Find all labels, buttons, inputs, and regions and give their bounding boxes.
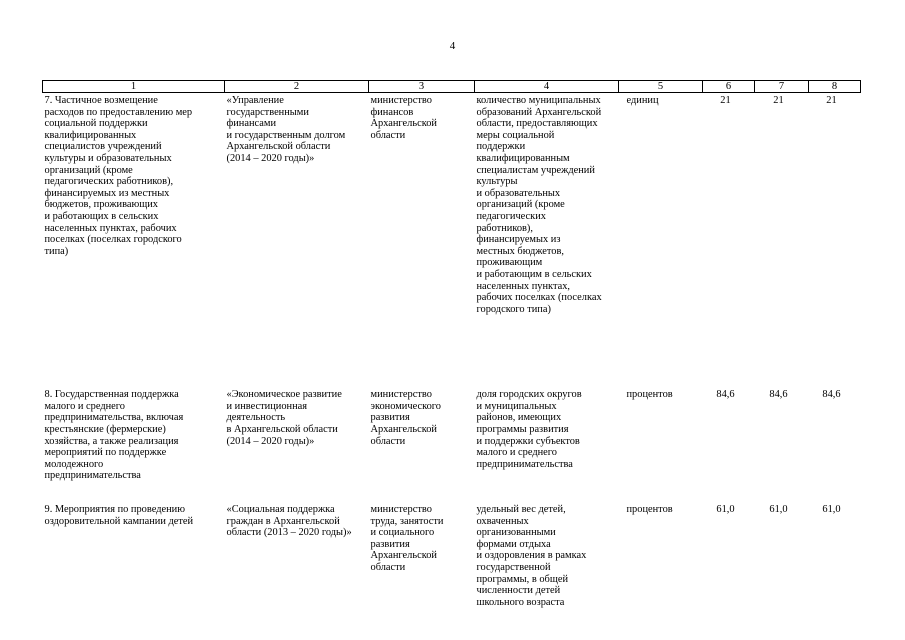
cell-line: удельный вес детей,	[476, 504, 566, 516]
cell-line: государственной	[476, 562, 551, 573]
cell-responsible	[369, 387, 475, 482]
cell-line: педагогических	[476, 210, 546, 222]
cell-line: и работающих в сельских	[44, 210, 159, 222]
cell-line: квалифицированных	[44, 129, 137, 141]
cell-line: финансов	[370, 106, 414, 118]
cell-value-year-1: 84,6	[716, 389, 735, 401]
cell-line: поддержки	[476, 141, 526, 153]
cell-program	[225, 93, 369, 316]
cell-line: проживающим	[476, 257, 543, 269]
cell-line: населенных пунктах, рабочих	[44, 222, 177, 234]
cell-line: молодежного	[44, 458, 104, 470]
cell-measure	[43, 502, 225, 608]
cell-program	[225, 387, 369, 482]
header-col-8: 8	[809, 81, 861, 93]
cell-line: предпринимательства	[44, 470, 141, 482]
cell-line: 8. Государственная поддержка	[44, 389, 179, 401]
cell-value-year-1: 61,0	[716, 504, 735, 516]
header-col-6: 6	[703, 81, 755, 93]
cell-line: «Экономическое развитие	[226, 389, 342, 401]
cell-line: квалифицированным	[476, 152, 570, 164]
cell-line: охваченных	[476, 515, 529, 527]
cell-line: экономического	[370, 400, 441, 412]
cell-line: социальной поддержки	[44, 118, 148, 130]
cell-line: граждан в Архангельской	[226, 515, 340, 527]
cell-line: городского типа)	[476, 303, 551, 315]
cell-value-year-3: 61,0	[822, 504, 841, 516]
cell-line: труда, занятости	[370, 515, 444, 527]
cell-line: бюджетов, проживающих	[44, 199, 158, 211]
cell-line: области (2013 – 2020 годы)»	[226, 527, 352, 539]
cell-line: малого и среднего	[44, 400, 125, 412]
cell-line: мероприятий по поддержке	[44, 447, 167, 459]
table-body	[43, 93, 861, 609]
cell-line: культуры и образовательных	[44, 152, 172, 164]
cell-line: малого и среднего	[476, 447, 557, 459]
indicators-table	[42, 80, 861, 608]
cell-line: поселках (поселках городского	[44, 234, 182, 246]
header-col-3: 3	[369, 81, 475, 93]
cell-line: развития	[370, 412, 410, 424]
cell-line: в Архангельской области	[226, 424, 338, 436]
cell-value-year-1: 21	[720, 95, 731, 106]
row-spacer-cell	[43, 315, 861, 387]
row-spacer	[43, 315, 861, 387]
cell-value-year-2: 61,0	[769, 504, 788, 516]
cell-line: и инвестиционная	[226, 400, 308, 412]
page-number: 4	[449, 40, 456, 52]
cell-line: министерство	[370, 389, 432, 401]
cell-line: оздоровительной кампании детей	[44, 515, 194, 527]
cell-line: финансируемых из	[476, 234, 561, 246]
cell-line: меры социальной	[476, 129, 555, 141]
cell-line: районов, имеющих	[476, 412, 562, 424]
cell-line: и государственным долгом	[226, 129, 346, 141]
cell-value-year-2: 84,6	[769, 389, 788, 401]
cell-line: и муниципальных	[476, 400, 557, 412]
cell-line: крестьянские (фермерские)	[44, 424, 166, 436]
cell-line: программы развития	[476, 424, 569, 436]
cell-line: деятельность	[226, 412, 286, 424]
table-row	[43, 502, 861, 608]
cell-line: 9. Мероприятия по проведению	[44, 504, 185, 516]
cell-unit: процентов	[626, 504, 673, 516]
cell-line: доля городских округов	[476, 389, 582, 401]
cell-line: финансируемых из местных	[44, 187, 170, 199]
cell-line: Архангельской области	[226, 141, 331, 153]
cell-line: области	[370, 562, 406, 573]
cell-value-year-3: 21	[826, 95, 837, 106]
cell-line: и оздоровления в рамках	[476, 550, 587, 562]
cell-line: расходов по предоставлению мер	[44, 106, 193, 118]
table-header	[43, 81, 861, 93]
cell-value-year-2: 21	[773, 95, 784, 106]
cell-line: финансами	[226, 118, 277, 130]
cell-program	[225, 502, 369, 608]
cell-line: и поддержки субъектов	[476, 435, 580, 447]
cell-line: местных бюджетов,	[476, 245, 564, 257]
cell-indicator	[475, 93, 619, 316]
header-row	[43, 81, 861, 93]
cell-responsible	[369, 93, 475, 316]
cell-line: организованными	[476, 527, 556, 539]
cell-line: численности детей	[476, 585, 561, 597]
cell-line: типа)	[44, 245, 69, 257]
table-row	[43, 387, 861, 482]
cell-line: государственными	[226, 106, 309, 118]
cell-line: специалистов учреждений	[44, 141, 162, 153]
cell-line: формами отдыха	[476, 538, 551, 550]
cell-line: хозяйства, а также реализация	[44, 435, 179, 447]
cell-line: области, предоставляющих	[476, 118, 598, 130]
cell-line: количество муниципальных	[476, 95, 601, 106]
cell-line: «Социальная поддержка	[226, 504, 335, 516]
cell-line: специалистам учреждений	[476, 164, 595, 176]
cell-unit: процентов	[626, 389, 673, 401]
cell-line: образований Архангельской	[476, 106, 602, 118]
cell-line: Архангельской	[370, 550, 437, 562]
row-spacer-cell	[43, 482, 861, 502]
header-col-2: 2	[225, 81, 369, 93]
cell-line: школьного возраста	[476, 596, 565, 608]
cell-line: организаций (кроме	[476, 199, 565, 211]
cell-measure	[43, 93, 225, 316]
cell-line: области	[370, 435, 406, 447]
cell-line: предпринимательства	[476, 458, 573, 470]
cell-indicator	[475, 502, 619, 608]
cell-line: министерство	[370, 504, 432, 516]
cell-line: и образовательных	[476, 187, 561, 199]
cell-line: программы, в общей	[476, 573, 569, 585]
cell-line: рабочих поселках (поселках	[476, 292, 602, 304]
header-col-1: 1	[43, 81, 225, 93]
cell-line: Архангельской	[370, 118, 437, 130]
cell-line: населенных пунктах,	[476, 280, 571, 292]
cell-unit: единиц	[626, 95, 659, 106]
cell-line: педагогических работников),	[44, 176, 174, 188]
cell-line: Архангельской	[370, 424, 437, 436]
cell-line: организаций (кроме	[44, 164, 133, 176]
cell-line: 7. Частичное возмещение	[44, 95, 158, 106]
cell-line: «Управление	[226, 95, 284, 106]
cell-line: и социального	[370, 527, 435, 539]
cell-value-year-3: 84,6	[822, 389, 841, 401]
indicators-table-container	[42, 80, 860, 608]
cell-line: развития	[370, 538, 410, 550]
cell-line: (2014 – 2020 годы)»	[226, 152, 315, 164]
header-col-7: 7	[755, 81, 809, 93]
cell-line: и работающим в сельских	[476, 268, 592, 280]
header-col-5: 5	[619, 81, 703, 93]
cell-responsible	[369, 502, 475, 608]
cell-line: министерство	[370, 95, 432, 106]
table-row	[43, 93, 861, 316]
cell-line: области	[370, 129, 406, 141]
cell-line: работников),	[476, 222, 533, 234]
cell-measure	[43, 387, 225, 482]
cell-line: (2014 – 2020 годы)»	[226, 435, 315, 447]
cell-line: предпринимательства, включая	[44, 412, 184, 424]
cell-line: культуры	[476, 176, 518, 188]
row-spacer	[43, 482, 861, 502]
cell-indicator	[475, 387, 619, 482]
header-col-4: 4	[475, 81, 619, 93]
